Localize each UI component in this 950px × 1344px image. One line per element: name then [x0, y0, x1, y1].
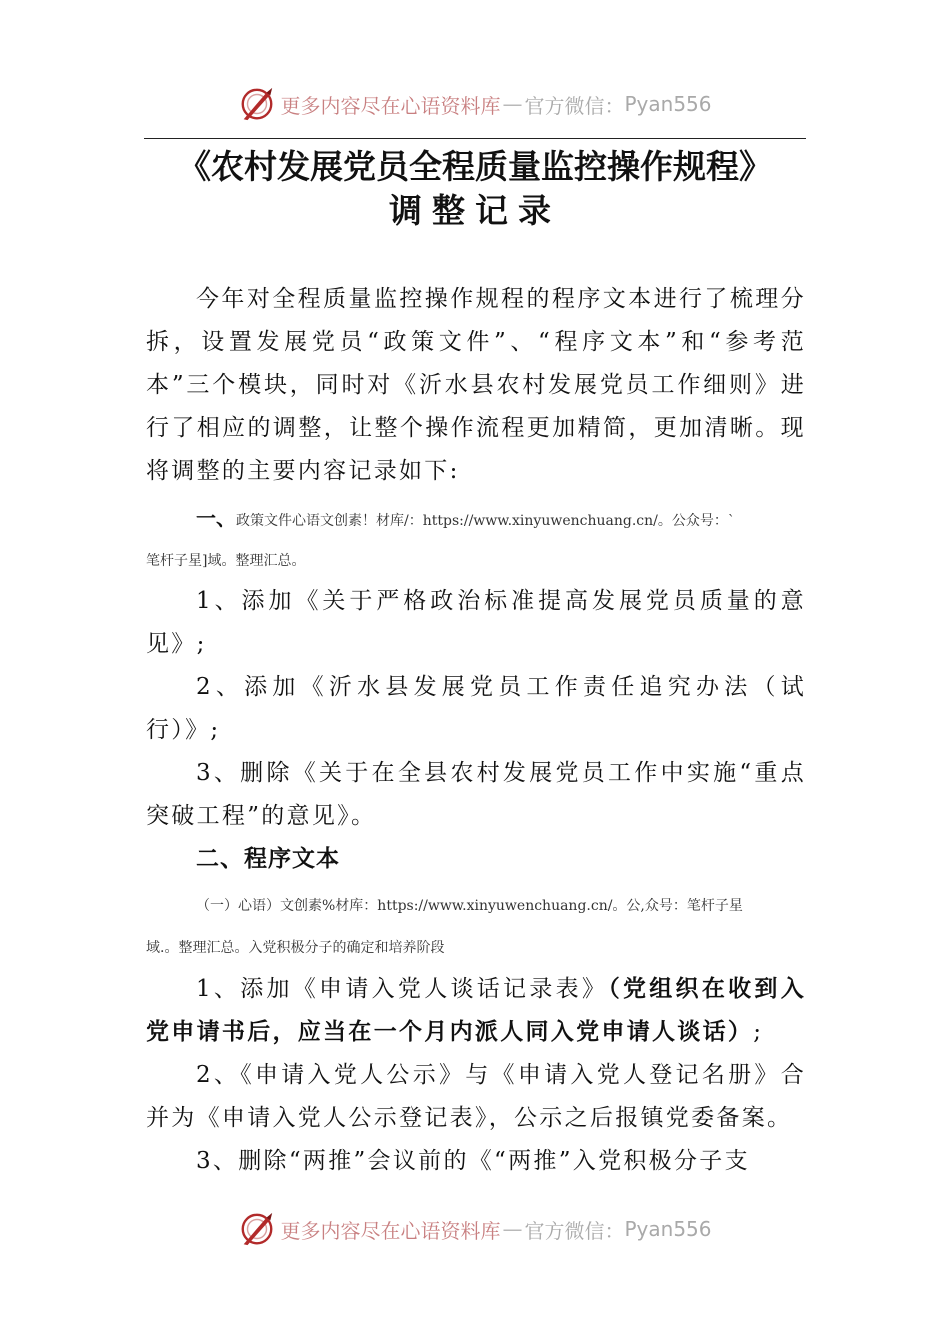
section2-sub-line2: 域.。整理汇总。入党积极分子的确定和培养阶段	[146, 940, 445, 956]
title-line-2: 调整记录	[389, 191, 561, 230]
title-line-1: 《农村发展党员全程质量监控操作规程》	[178, 147, 772, 186]
section2-heading: 二、程序文本	[196, 846, 340, 872]
banner-text: 更多内容尽在心语资料库	[280, 1218, 501, 1243]
document-title	[144, 145, 806, 233]
banner-text: 更多内容尽在心语资料库	[280, 93, 501, 118]
footer-watermark	[0, 1207, 950, 1251]
section2-item-1-bold: （党组织在收到入党申请书后，应当在一个月内派人同入党申请人谈话）	[146, 976, 806, 1045]
section1-item-2: 2、添加《沂水县发展党员工作责任追究办法（试行）》;	[146, 674, 806, 743]
section1-line2: 笔杆子星]域。整理汇总。	[146, 553, 306, 569]
banner-dash: —	[502, 92, 523, 116]
section1-line1: 政策文件心语文创素！材库/：https://www.xinyuwenchuang.cn/。公众号：`	[236, 513, 735, 529]
section1-heading-line	[146, 497, 806, 543]
section2-item-1	[146, 968, 806, 1054]
banner-official-label: 官方微信：	[524, 1218, 625, 1243]
banner-handle: Pyan556	[624, 1217, 712, 1241]
quill-logo-icon	[238, 85, 276, 123]
section1-item-3: 3、删除《关于在全县农村发展党员工作中实施“重点突破工程”的意见》。	[146, 760, 806, 829]
section1-item-1: 1、添加《关于严格政治标准提高发展党员质量的意见》;	[146, 588, 806, 657]
section2-sub-line1-text: （一）心语）文创素%材库：https://www.xinyuwenchuang.cn/。公,众号：笔杆子星	[196, 898, 743, 914]
section2-item-3: 3、删除“两推”会议前的《“两推”入党积极分子支	[196, 1148, 750, 1174]
section2-item-2: 2、《申请入党人公示》与《申请入党人登记名册》合并为《申请入党人公示登记表》，公示之后报镇党委备案。	[146, 1062, 806, 1131]
intro-paragraph: 今年对全程质量监控操作规程的程序文本进行了梳理分拆，设置发展党员“政策文件”、“程序文本”和“参考范本”三个模块，同时对《沂水县农村发展党员工作细则》进行了相应的调整，让整个操作流程更加精简，更加清晰。现将调整的主要内容记录如下:	[146, 286, 806, 484]
banner-official-label: 官方微信：	[524, 93, 625, 118]
section2-item-1-end: ;	[753, 1019, 764, 1045]
banner-handle: Pyan556	[624, 92, 712, 116]
header-rule	[144, 138, 806, 139]
quill-logo-icon	[238, 1210, 276, 1248]
header-watermark	[0, 82, 950, 126]
section2-sub-line1	[146, 885, 806, 928]
section1-lead: 一、	[196, 506, 236, 530]
banner-dash: —	[502, 1217, 523, 1241]
section2-item-1-normal: 1、添加《申请入党人谈话记录表》	[196, 976, 609, 1002]
